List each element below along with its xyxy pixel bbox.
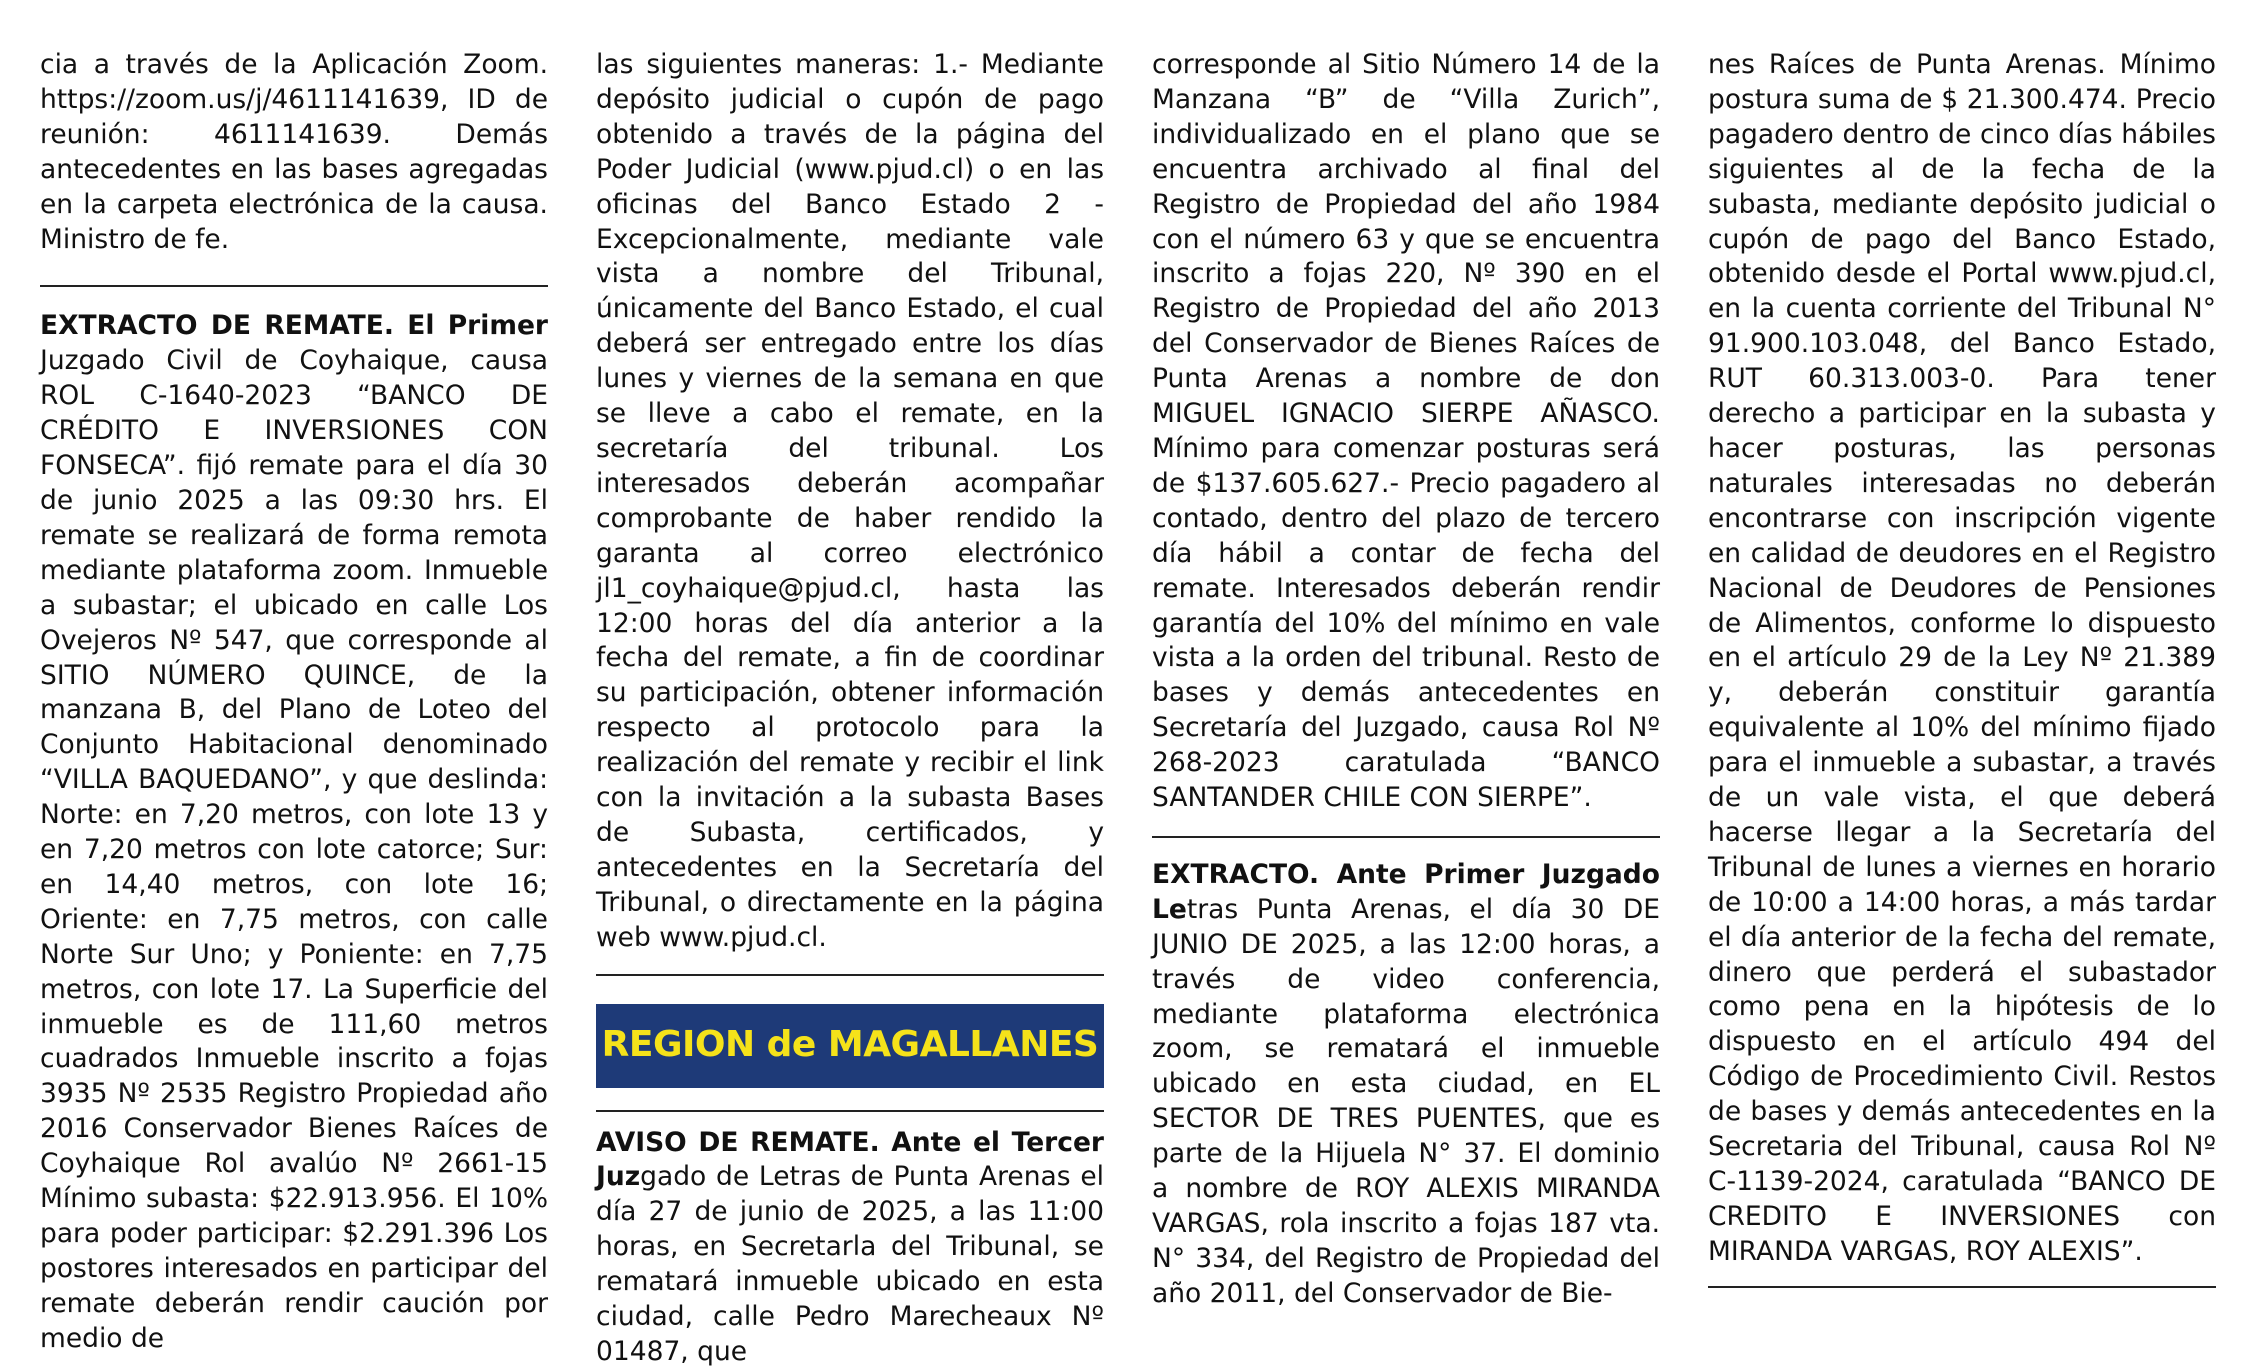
continued-notice-text: cia a través de la Aplicación Zoom. https://zoom.us/j/4611141639, ID de reunión: 4611141639. Demás antecedentes en las bases agregadas en la carpeta electrónica de la causa. Ministro de fe. [40,49,548,255]
divider-rule [596,974,1104,976]
region-banner-title: REGION de MAGALLANES [601,1024,1099,1066]
continued-notice-text: las siguientes maneras: 1.- Mediante depósito judicial o cupón de pago obtenido a través de la página del Poder Judicial (www.pjud.cl) o en las oficinas del Banco Estado 2 - Excepcionalmente, mediante vale vista a nombre del Tribunal, únicamente del Banco Estado, el cual deberá ser entregado entre los días lunes y viernes de la semana en que se lleve a cabo el remate, en la secretaría del tribunal. Los interesados deberán acompañar comprobante de haber rendido la garanta al correo electrónico jl1_coyhaique@pjud.cl, hasta las 12:00 horas del día anterior a la fecha del remate, a fin de coordinar su participación, obtener información respecto al protocolo para la realización del remate y recibir el link con la invitación a la subasta Bases de Subasta, certificados, y antecedentes en la Secretaría del Tribunal, o directamente en la página web www.pjud.cl. [596,49,1104,953]
notice-body: Juzgado Civil de Coyhaique, causa ROL C-1640-2023 “BANCO DE CRÉDITO E INVERSIONES CON FONSECA”. fijó remate para el día 30 de junio 2025 a las 09:30 hrs. El remate se realizará de forma remota mediante plataforma zoom. Inmueble a subastar; el ubicado en calle Los Ovejeros Nº 547, que corresponde al SITIO NÚMERO QUINCE, de la manzana B, del Plano de Loteo del Conjunto Habitacional denominado “VILLA BAQUEDANO”, y que deslinda: Norte: en 7,20 metros, con lote 13 y en 7,20 metros con lote catorce; Sur: en 14,40 metros, con lote 16; Oriente: en 7,75 metros, con calle Norte Sur Uno; y Poniente: en 7,75 metros, con lote 17. La Superficie del inmueble es de 111,60 metros cuadrados Inmueble inscrito a fojas 3935 Nº 2535 Registro Propiedad año 2016 Conservador Bienes Raíces de Coyhaique Rol avalúo Nº 2661-15 Mínimo subasta: $22.913.956. El 10% para poder participar: $2.291.396 Los postores interesados en participar del remate deberán rendir caución por medio de [40,345,548,1354]
column-1 [40,48,548,1357]
aviso-remate-notice [596,1126,1104,1370]
column-2 [596,48,1104,1370]
notice-heading: EXTRACTO. Ante Primer Juzgado Le [1152,858,1660,925]
divider-rule [596,1110,1104,1112]
continued-notice-text: nes Raíces de Punta Arenas. Mínimo postura suma de $ 21.300.474. Precio pagadero dentro de cinco días hábiles siguientes al de la fecha de la subasta, mediante depósito judicial o cupón de pago del Banco Estado, obtenido desde el Portal www.pjud.cl, en la cuenta corriente del Tribunal N° 91.900.103.048, del Banco Estado, RUT 60.313.003-0. Para tener derecho a participar en la subasta y hacer posturas, las personas naturales interesadas no deberán encontrarse con inscripción vigente en calidad de deudores en el Registro Nacional de Deudores de Pensiones de Alimentos, conforme lo dispuesto en el artículo 29 de la Ley Nº 21.389 y, deberán constituir garantía equivalente al 10% del mínimo fijado para el inmueble a subastar, a través de un vale vista, el que deberá hacerse llegar a la Secretaría del Tribunal de lunes a viernes en horario de 10:00 a 14:00 horas, a más tardar el día anterior de la fecha del remate, dinero que perderá el subastador como pena en la hipótesis de lo dispuesto en el artículo 494 del Código de Procedimiento Civil. Restos de bases y demás antecedentes en la Secretaria del Tribunal, causa Rol Nº C-1139-2024, caratulada “BANCO DE CREDITO E INVERSIONES con MIRANDA VARGAS, ROY ALEXIS”. [1708,49,2216,1267]
notice-body: tras Punta Arenas, el día 30 DE JUNIO DE 2025, a las 12:00 horas, a través de video conferencia, mediante plataforma electrónica zoom, se rematará el inmueble ubicado en esta ciudad, en EL SECTOR DE TRES PUENTES, que es parte de la Hijuela N° 37. El dominio a nombre de ROY ALEXIS MIRANDA VARGAS, rola inscrito a fojas 187 vta. N° 334, del Registro de Propiedad del año 2011, del Conservador de Bie- [1152,893,1660,1309]
column-3 [1152,48,1660,1312]
notice-heading: EXTRACTO DE REMATE. El Primer [40,310,548,342]
divider-rule [1152,836,1660,838]
divider-rule [1708,1286,2216,1288]
region-banner [596,1004,1104,1088]
continued-notice-text: corresponde al Sitio Número 14 de la Manzana “B” de “Villa Zurich”, individualizado en el plano que se encuentra archivado al final del Registro de Propiedad del año 1984 con el número 63 y que se encuentra inscrito a fojas 220, Nº 390 en el Registro de Propiedad del año 2013 del Conservador de Bienes Raíces de Punta Arenas a nombre de don MIGUEL IGNACIO SIERPE AÑASCO. Mínimo para comenzar posturas será de $137.605.627.- Precio pagadero al contado, dentro del plazo de tercero día hábil a contar de fecha del remate. Interesados deberán rendir garantía del 10% del mínimo en vale vista a la orden del tribunal. Resto de bases y demás antecedentes en Secretaría del Juzgado, causa Rol Nº 268-2023 caratulada “BANCO SANTANDER CHILE CON SIERPE”. [1152,49,1660,814]
notice-heading: AVISO DE REMATE. Ante el Tercer Juz [596,1126,1104,1193]
notice-body: gado de Letras de Punta Arenas el día 27 de junio de 2025, a las 11:00 horas, en Secretarla del Tribunal, se rematará inmueble ubicado en esta ciudad, calle Pedro Marecheaux Nº 01487, que [596,1161,1104,1367]
column-4 [1708,48,2216,1288]
divider-rule [40,285,548,287]
extracto-notice-punta-arenas [1152,858,1660,1312]
remate-notice-coyhaique [40,309,548,1356]
